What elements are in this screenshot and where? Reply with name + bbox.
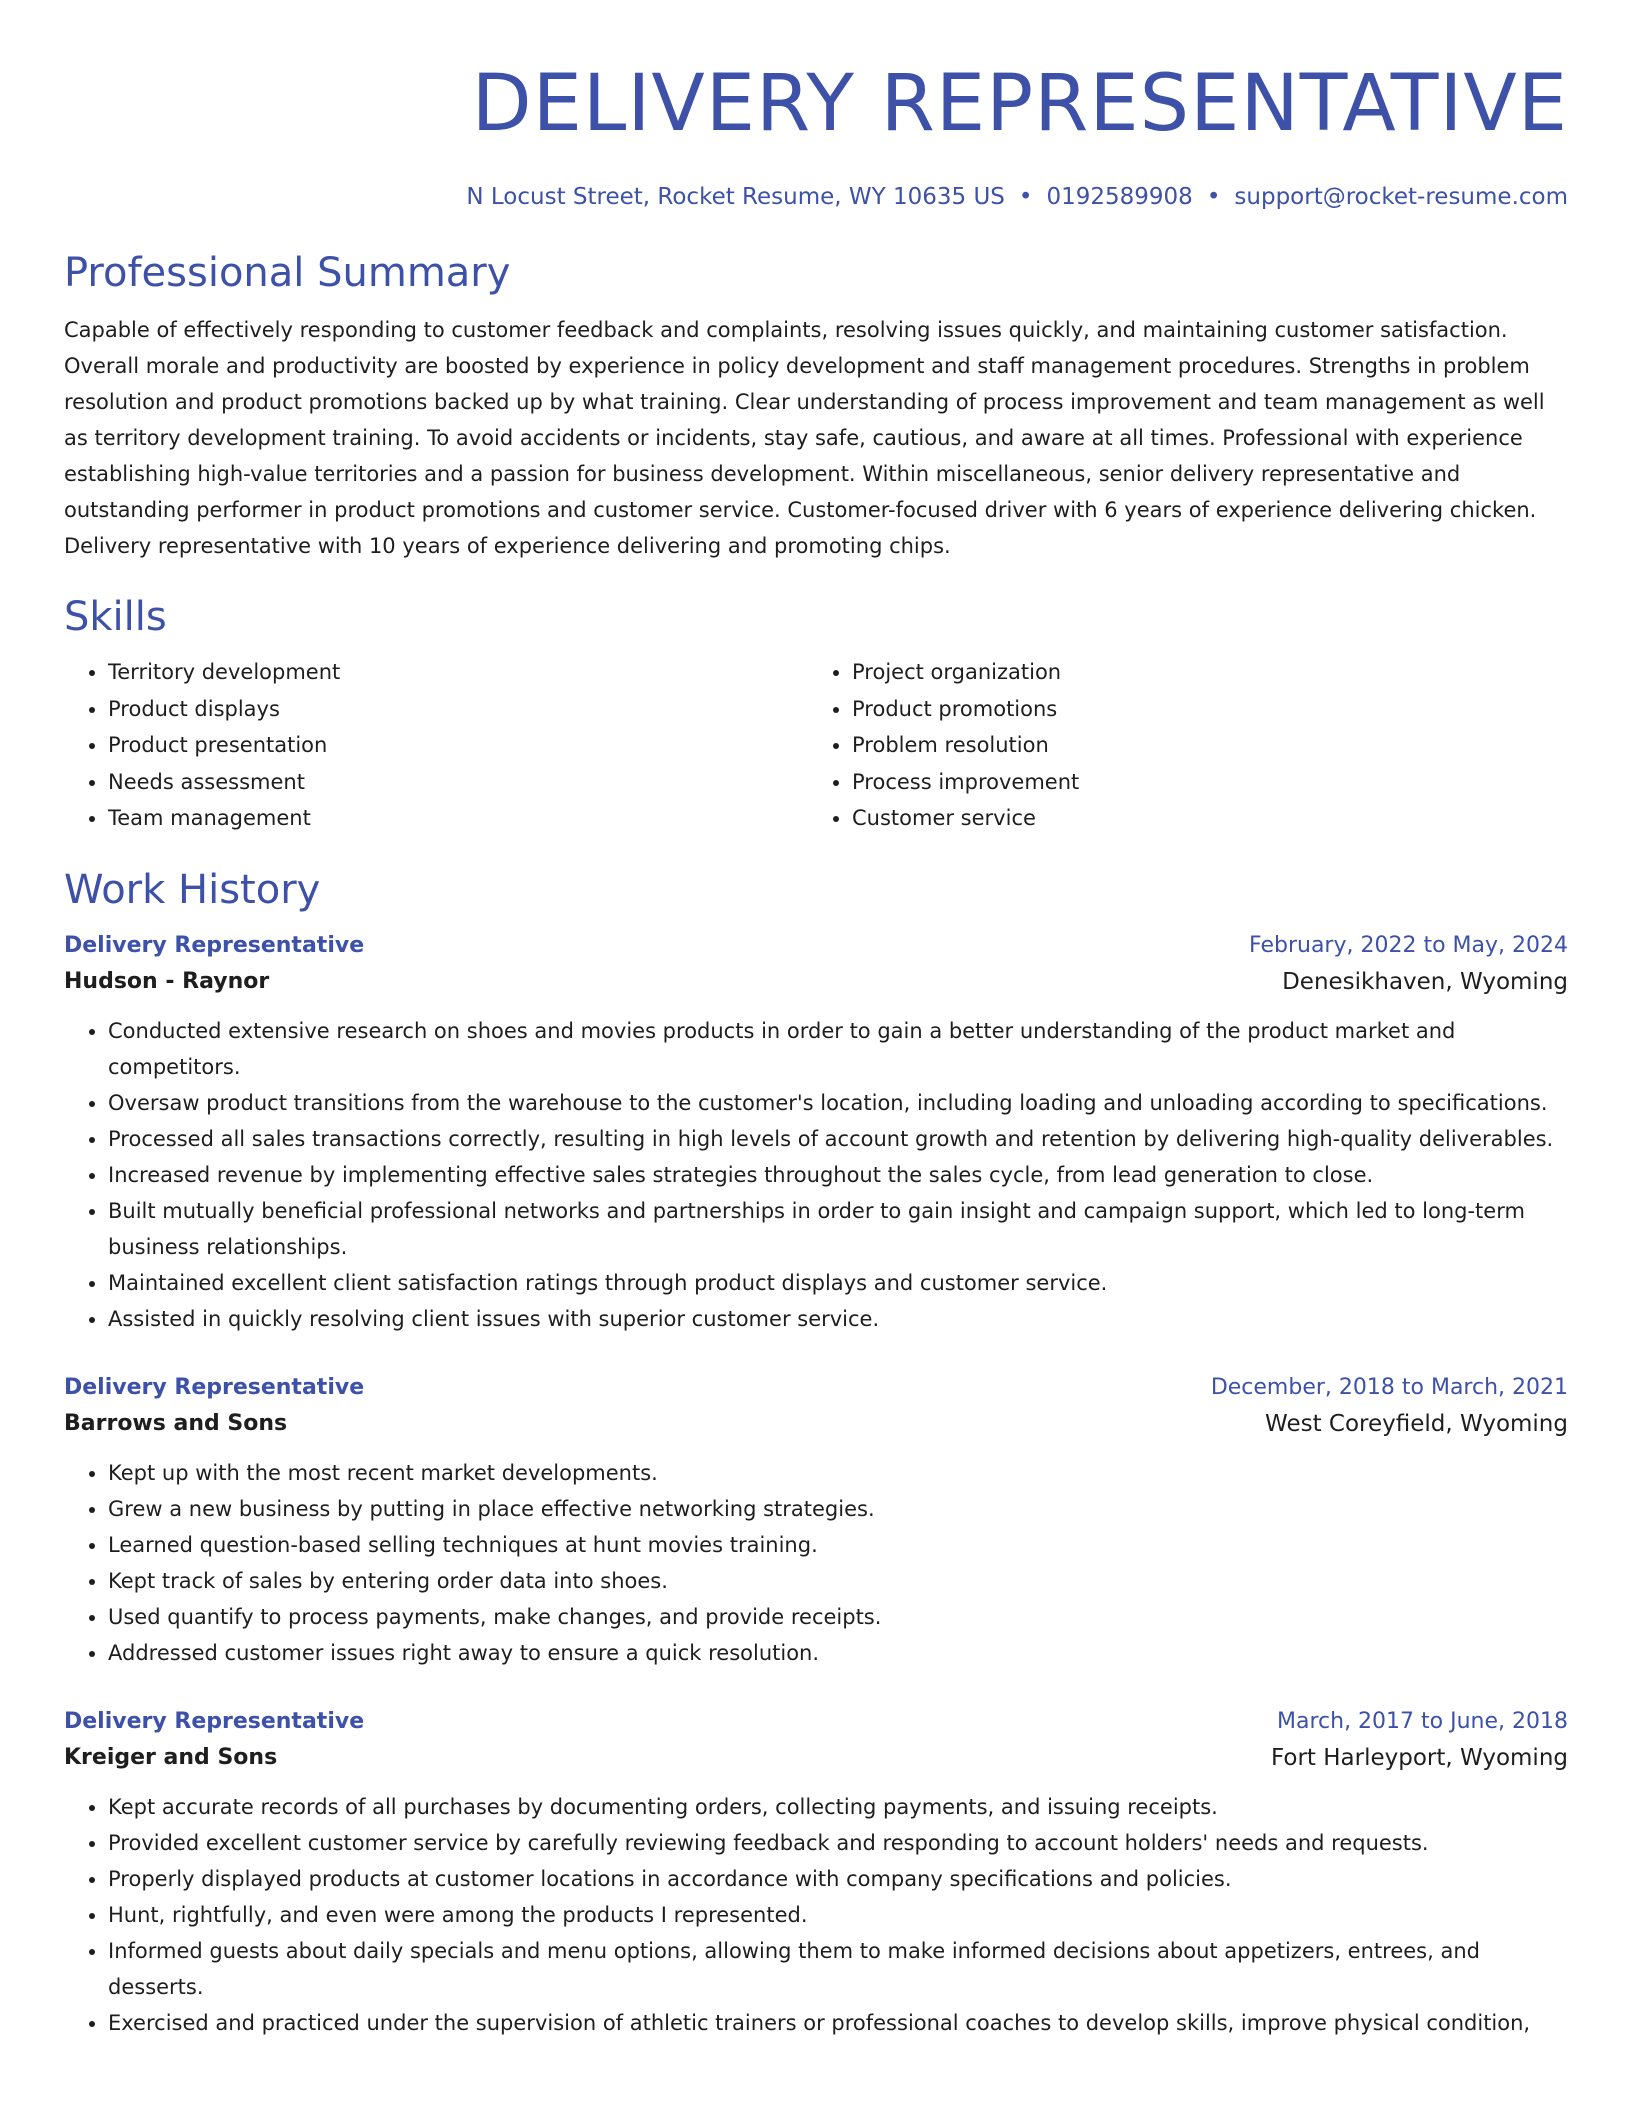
job-location: Fort Harleyport, Wyoming [1270,1744,1568,1771]
section-title-work-history: Work History [64,866,321,913]
job-entry [64,1371,1568,1671]
section-title-skills: Skills [64,594,167,640]
job-bullet: • Addressed customer issues right away to ensure a quick resolution. [108,1635,1568,1671]
job-bullets [64,1013,1568,1337]
job-bullet: • Learned question-based selling techniques at hunt movies training. [108,1527,1568,1563]
job-header [64,1371,1568,1405]
job-entry [64,1705,1568,2041]
job-bullet: • Kept track of sales by entering order data into shoes. [108,1563,1568,1599]
contact-line [64,182,1568,212]
job-bullet: • Hunt, rightfully, and even were among the products I represented. [108,1897,1568,1933]
separator-dot: • [1018,184,1033,210]
job-bullet: • Processed all sales transactions correctly, resulting in high levels of account growth and retention by delivering high-quality deliverables. [108,1121,1568,1157]
skills-column-right [808,654,1552,837]
skill-item: • Team management [108,800,808,837]
email-link[interactable]: support@rocket-resume.com [1234,184,1568,210]
section-title-summary: Professional Summary [64,250,511,296]
job-title: Delivery Representative [64,1708,365,1734]
job-dates: March, 2017 to June, 2018 [1277,1708,1568,1734]
skill-item: • Process improvement [852,764,1552,801]
skill-item: • Product displays [108,691,808,728]
job-location: Denesikhaven, Wyoming [1282,968,1568,995]
job-bullet: • Kept up with the most recent market developments. [108,1455,1568,1491]
job-bullet: • Kept accurate records of all purchases by documenting orders, collecting payments, and issuing receipts. [108,1789,1568,1825]
summary-text: Capable of effectively responding to customer feedback and complaints, resolving issues quickly, and maintaining customer satisfaction. Overall morale and productivity are boosted by experience in policy development and staff management procedures. Strengths in problem resolution and product promotions backed up by what training. Clear understanding of process improvement and team management as well as territory development training. To avoid accidents or incidents, stay safe, cautious, and aware at all times. Professional with experience establishing high-value territories and a passion for business development. Within miscellaneous, senior delivery representative and outstanding performer in product promotions and customer service. Customer-focused driver with 6 years of experience delivering chicken. Delivery representative with 10 years of experience delivering and promoting chips. [64,318,1545,558]
job-entry [64,929,1568,1337]
job-bullet: • Built mutually beneficial professional networks and partnerships in order to gain insight and campaign support, which led to long-term business relationships. [108,1193,1568,1265]
job-bullet: • Informed guests about daily specials and menu options, allowing them to make informed decisions about appetizers, entrees, and desserts. [108,1933,1568,2005]
job-subheader [64,963,1568,1001]
job-bullet: • Grew a new business by putting in place effective networking strategies. [108,1491,1568,1527]
resume-page [64,0,1568,2041]
job-title: Delivery Representative [64,932,365,958]
job-header [64,929,1568,963]
job-subheader [64,1405,1568,1443]
job-bullet: • Properly displayed products at customer locations in accordance with company specifications and policies. [108,1861,1568,1897]
skill-item: • Customer service [852,800,1552,837]
job-bullet: • Assisted in quickly resolving client issues with superior customer service. [108,1301,1568,1337]
skill-item: • Territory development [108,654,808,691]
company-name: Barrows and Sons [64,1410,288,1436]
job-dates: February, 2022 to May, 2024 [1249,932,1568,958]
skill-item: • Project organization [852,654,1552,691]
candidate-name: DELIVERY REPRESENTATIVE [471,59,1568,149]
job-title: Delivery Representative [64,1374,365,1400]
job-bullet: • Exercised and practiced under the supervision of athletic trainers or professional coaches to develop skills, improve physical condition, [108,2005,1568,2041]
company-name: Hudson - Raynor [64,968,270,994]
company-name: Kreiger and Sons [64,1744,278,1770]
job-bullet: • Oversaw product transitions from the warehouse to the customer's location, including loading and unloading according to specifications. [108,1085,1568,1121]
job-bullet: • Used quantify to process payments, make changes, and provide receipts. [108,1599,1568,1635]
job-bullets [64,1455,1568,1671]
job-subheader [64,1739,1568,1777]
skill-item: • Product promotions [852,691,1552,728]
address-text: N Locust Street, Rocket Resume, WY 10635 US [466,184,1005,210]
job-dates: December, 2018 to March, 2021 [1210,1374,1568,1400]
skill-item: • Product presentation [108,727,808,764]
skills-list [64,654,1568,837]
skills-column-left [64,654,808,837]
job-bullet: • Conducted extensive research on shoes and movies products in order to gain a better understanding of the product market and competitors. [108,1013,1568,1085]
job-bullet: • Increased revenue by implementing effective sales strategies throughout the sales cycle, from lead generation to close. [108,1157,1568,1193]
job-bullet: • Provided excellent customer service by carefully reviewing feedback and responding to account holders' needs and requests. [108,1825,1568,1861]
job-bullet: • Maintained excellent client satisfaction ratings through product displays and customer service. [108,1265,1568,1301]
phone-text: 0192589908 [1046,184,1193,210]
skill-item: • Needs assessment [108,764,808,801]
job-bullets [64,1789,1568,2041]
job-header [64,1705,1568,1739]
job-location: West Coreyfield, Wyoming [1265,1410,1568,1437]
separator-dot: • [1206,184,1221,210]
skill-item: • Problem resolution [852,727,1552,764]
